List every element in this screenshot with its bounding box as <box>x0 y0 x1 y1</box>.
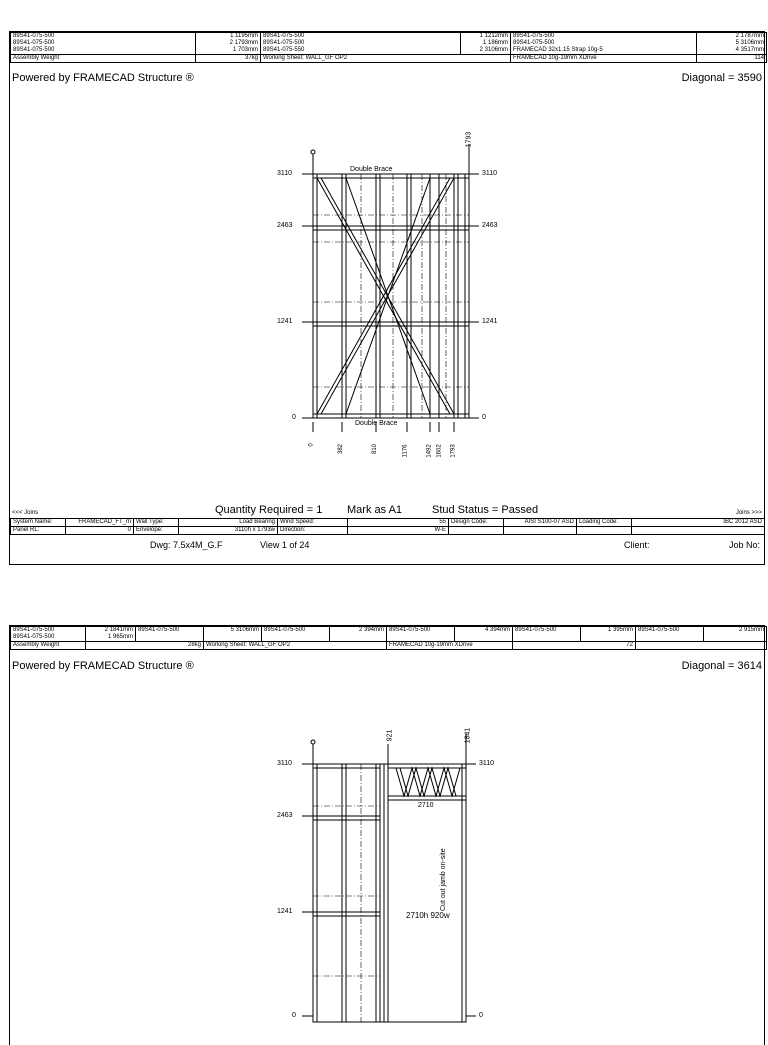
screw-count: 114 <box>697 55 767 63</box>
elev-left-4: 0 <box>292 414 296 421</box>
stud-status: Stud Status = Passed <box>432 504 539 516</box>
envelope-value: 3110h x 1793w <box>179 527 278 535</box>
member-lengths-1: 1 1195mm 2 1793mm 1 703mm <box>196 33 261 55</box>
elev-left-3: 1241 <box>277 318 293 325</box>
elev-left-1: 3110 <box>277 170 293 177</box>
s2-elev-left-1: 3110 <box>277 760 293 767</box>
envelope-label: Envelope: <box>134 527 179 535</box>
wind-speed-label: Wind Speed: <box>278 519 348 527</box>
panel-rl-label: Panel RL: <box>11 527 66 535</box>
assembly-weight-value: 37kg <box>196 55 261 63</box>
elev-left-2: 2463 <box>277 222 293 229</box>
s2-assembly-weight-value: 28kg <box>86 642 204 650</box>
wind-speed-value: 55 <box>348 519 449 527</box>
direction-label: Direction: <box>278 527 348 535</box>
s2-member-name-f: 89S41-075-500 <box>636 627 704 642</box>
member-names-2: 89S41-075-500 89S41-075-500 89S41-075-550 <box>261 33 461 55</box>
drawing-name: Dwg: 7.5x4M_G.F <box>150 540 223 550</box>
wall-type-value: Load Bearing <box>179 519 278 527</box>
drawing-sheet-1 <box>9 31 765 565</box>
loading-code-value: IBC 2012 ASD <box>632 519 765 527</box>
view-index: View 1 of 24 <box>260 540 310 550</box>
loading-code-label: Loading Code: <box>577 519 632 527</box>
footer-info-table <box>10 518 765 535</box>
s2-elev-right-1: 3110 <box>479 760 495 767</box>
wall-panel-drawing <box>10 32 766 566</box>
s2-member-length-e: 1 395mm <box>581 627 636 642</box>
system-name-value: FRAMECAD_FT_m <box>66 519 134 527</box>
job-number-label: Job No: <box>728 540 760 550</box>
design-code-label: Design Code: <box>449 519 504 527</box>
drawing-sheet-2 <box>9 625 765 1045</box>
s2-screw-type: FRAMECAD 10g-19mm XDrive <box>387 642 513 650</box>
s2-top-dim-1: 921 <box>386 729 394 742</box>
bottom-brace-label: Double Brace <box>355 420 398 427</box>
bottom-dim-3: 1176 <box>402 444 409 458</box>
member-lengths-3: 2 1787mm 5 3106mm 4 3517mm <box>697 33 767 55</box>
bottom-dim-2: 810 <box>372 443 379 455</box>
joins-right-link[interactable]: Joins >>> <box>735 510 762 516</box>
s2-working-sheet: Working Sheet: WALL_GF OP2 <box>204 642 387 650</box>
assembly-weight-label: Assembly Weight <box>11 55 196 63</box>
s2-elev-right-2: 0 <box>479 1012 483 1019</box>
direction-value: W-E <box>348 527 449 535</box>
s2-diagonal-value: Diagonal = 3614 <box>681 660 762 672</box>
top-brace-label: Double Brace <box>350 166 393 173</box>
s2-lintel-length: 2710 <box>418 802 434 809</box>
member-names-3: 89S41-075-500 89S41-075-500 FRAMECAD 32x1.15 Strap 10g-5 <box>511 33 697 55</box>
s2-member-names-a: 89S41-075-500 89S41-075-500 <box>11 627 86 642</box>
working-sheet: Working Sheet: WALL_GF OP2 <box>261 55 511 63</box>
client-label: Client: <box>624 540 650 550</box>
s2-elev-left-2: 2463 <box>277 812 293 819</box>
s2-top-dim-2: 1841 <box>464 727 472 744</box>
s2-powered-by: Powered by FRAMECAD Structure ® <box>12 660 194 672</box>
member-lengths-2: 1 1212mm 1 186mm 2 3106mm <box>461 33 511 55</box>
powered-by: Powered by FRAMECAD Structure ® <box>12 72 194 84</box>
panel-outline <box>313 174 469 418</box>
s2-screw-count: 72 <box>513 642 636 650</box>
s2-member-length-d: 4 394mm <box>455 627 513 642</box>
s2-member-name-e: 89S41-075-500 <box>513 627 581 642</box>
diagonal-value: Diagonal = 3590 <box>681 72 762 84</box>
s2-elev-left-3: 1241 <box>277 908 293 915</box>
elev-right-2: 2463 <box>482 222 498 229</box>
mark-as: Mark as A1 <box>347 504 403 516</box>
bottom-dim-5: 1602 <box>436 444 443 458</box>
s2-jamb-note: Cut out jamb on-site <box>440 848 447 911</box>
elev-right-1: 3110 <box>482 170 498 177</box>
wall-type-label: Wall Type: <box>134 519 179 527</box>
bottom-dim-0: 0 <box>308 443 315 447</box>
member-names-1: 89S41-075-500 89S41-075-500 89S41-075-500 <box>11 33 196 55</box>
s2-opening-size: 2710h 920w <box>406 911 450 920</box>
s2-member-length-b: 5 3106mm <box>204 627 262 642</box>
s2-assembly-weight-label: Assembly Weight <box>11 642 86 650</box>
system-name-label: System Name: <box>11 519 66 527</box>
quantity-required: Quantity Required = 1 <box>215 504 323 516</box>
design-code-value: AISI S100-07 ASD <box>504 519 577 527</box>
elev-right-4: 0 <box>482 414 486 421</box>
s2-member-name-b: 89S41-075-500 <box>136 627 204 642</box>
joins-left-link[interactable]: <<< Joins <box>12 510 39 516</box>
bottom-dim-6: 1793 <box>450 444 457 458</box>
bottom-dim-1: 382 <box>338 443 345 455</box>
s2-member-name-d: 89S41-075-500 <box>387 627 455 642</box>
s2-elev-left-4: 0 <box>292 1012 296 1019</box>
s2-member-lengths-a: 2 1841mm 1 965mm <box>86 627 136 642</box>
s2-member-name-c: 89S41-075-500 <box>262 627 330 642</box>
elev-right-3: 1241 <box>482 318 498 325</box>
bottom-dim-4: 1492 <box>426 444 433 458</box>
panel-rl-value: 0 <box>66 527 134 535</box>
s2-member-length-f: 2 915mm <box>704 627 767 642</box>
top-dimension: 1793 <box>465 131 473 148</box>
screw-type: FRAMECAD 10g-19mm XDrive <box>511 55 697 63</box>
s2-member-length-c: 2 394mm <box>330 627 387 642</box>
s2-wall-panel-drawing <box>10 626 766 1026</box>
